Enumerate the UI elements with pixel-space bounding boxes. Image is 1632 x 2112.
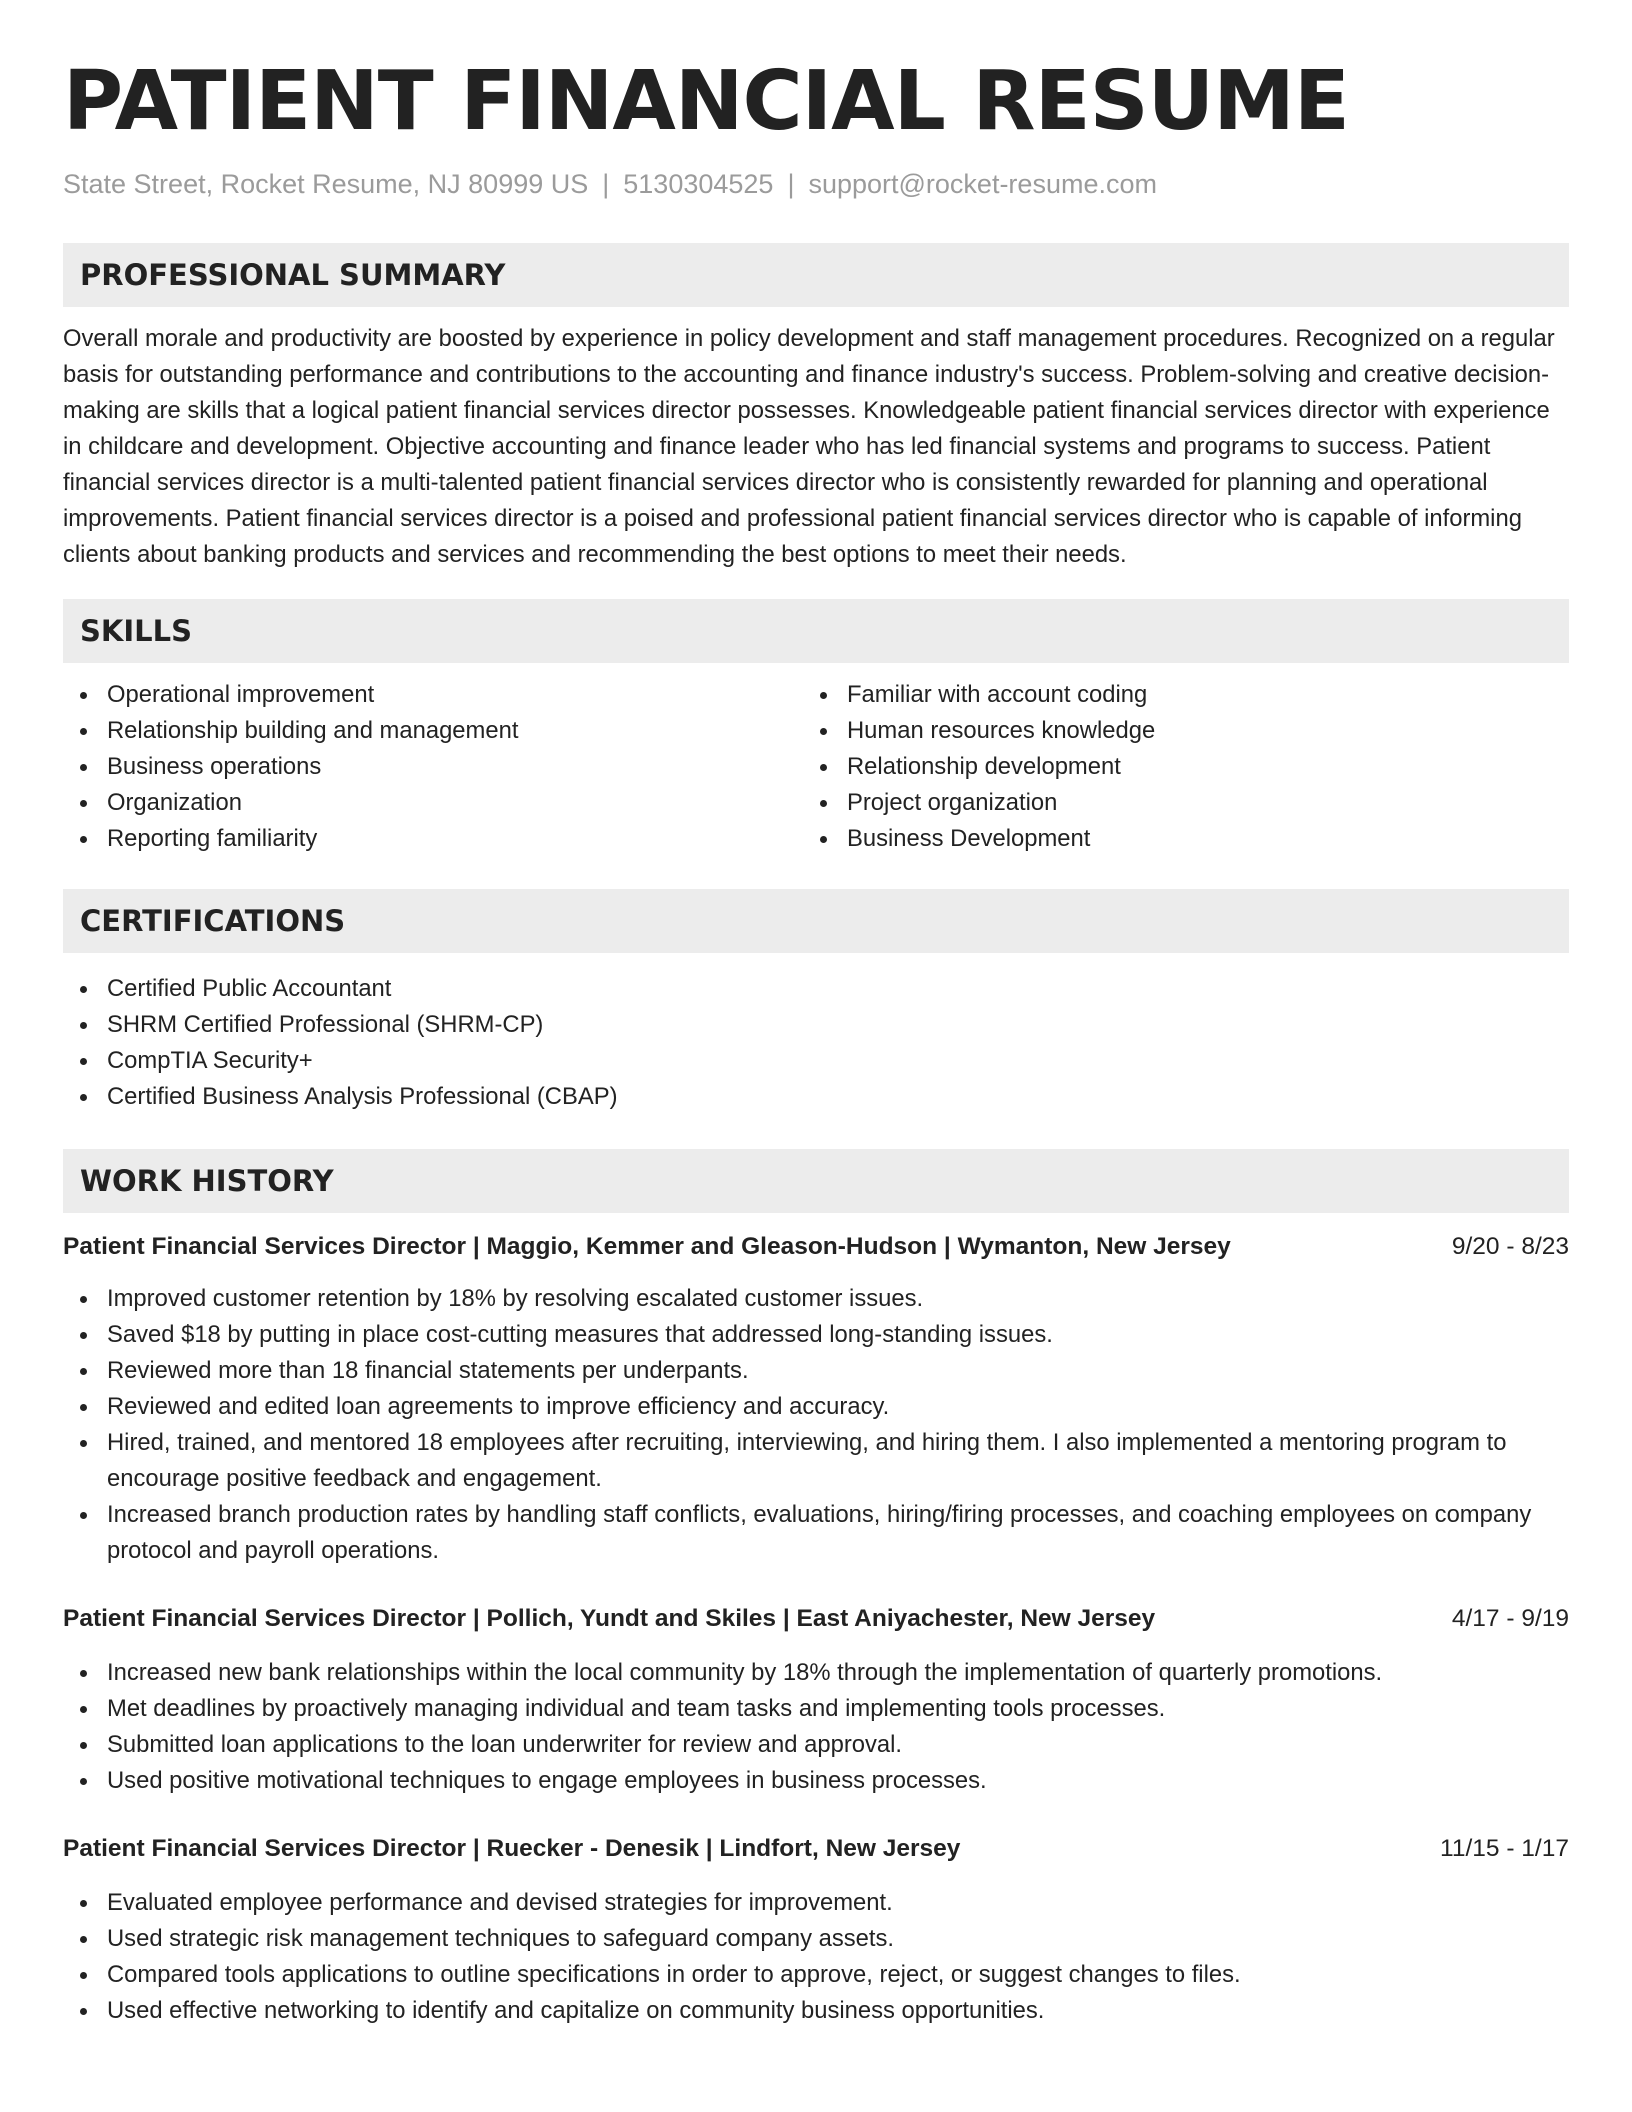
skill-item: Project organization	[803, 785, 1543, 821]
job-entry	[63, 1831, 1569, 2029]
job-bullet: Increased branch production rates by handling staff conflicts, evaluations, hiring/firing processes, and coaching employees on company protocol and payroll operations.	[63, 1497, 1569, 1569]
skill-item: Relationship development	[803, 749, 1543, 785]
skill-item: Reporting familiarity	[63, 821, 803, 857]
skill-item: Organization	[63, 785, 803, 821]
job-bullet: Hired, trained, and mentored 18 employees after recruiting, interviewing, and hiring them. I also implemented a mentoring program to encourage positive feedback and engagement.	[63, 1425, 1569, 1497]
job-bullet: Reviewed more than 18 financial statements per underpants.	[63, 1353, 1569, 1389]
skills-column-left	[63, 677, 803, 857]
summary-text: Overall morale and productivity are boosted by experience in policy development and staff management procedures. Recognized on a regular basis for outstanding performance and contributions to the accounting and finance industry's success. Problem-solving and creative decision-making are skills that a logical patient financial services director possesses. Knowledgeable patient financial services director with experience in childcare and development. Objective accounting and finance leader who has led financial systems and programs to success. Patient financial services director is a multi-talented patient financial services director who is consistently rewarded for planning and operational improvements. Patient financial services director is a poised and professional patient financial services director who is capable of informing clients about banking products and services and recommending the best options to meet their needs.	[63, 325, 1555, 568]
job-bullet: Submitted loan applications to the loan underwriter for review and approval.	[63, 1727, 1569, 1763]
section-heading-skills: SKILLS	[63, 599, 1569, 663]
skills-column-right	[803, 677, 1543, 857]
certification-item: CompTIA Security+	[63, 1043, 1569, 1079]
skill-item: Familiar with account coding	[803, 677, 1543, 713]
job-title: Patient Financial Services Director | Maggio, Kemmer and Gleason-Hudson | Wymanton, New Jersey	[63, 1233, 1231, 1260]
job-bullet: Reviewed and edited loan agreements to improve efficiency and accuracy.	[63, 1389, 1569, 1425]
job-bullet: Met deadlines by proactively managing individual and team tasks and implementing tools processes.	[63, 1691, 1569, 1727]
job-bullet: Increased new bank relationships within the local community by 18% through the implementation of quarterly promotions.	[63, 1655, 1569, 1691]
job-dates: 4/17 - 9/19	[1451, 1605, 1569, 1632]
job-bullets	[63, 1281, 1569, 1569]
job-dates: 11/15 - 1/17	[1440, 1835, 1569, 1862]
job-bullet: Improved customer retention by 18% by resolving escalated customer issues.	[63, 1281, 1569, 1317]
skills-list	[63, 677, 1569, 857]
separator: |	[787, 169, 795, 199]
job-bullets	[63, 1655, 1569, 1799]
phone: 5130304525	[623, 169, 774, 199]
skill-item: Business Development	[803, 821, 1543, 857]
email: support@rocket-resume.com	[808, 169, 1157, 199]
job-entry	[63, 1229, 1569, 1569]
skill-item: Operational improvement	[63, 677, 803, 713]
job-bullet: Saved $18 by putting in place cost-cutting measures that addressed long-standing issues.	[63, 1317, 1569, 1353]
job-header	[63, 1601, 1569, 1637]
job-bullet: Used effective networking to identify and capitalize on community business opportunities.	[63, 1993, 1569, 2029]
certification-item: SHRM Certified Professional (SHRM-CP)	[63, 1007, 1569, 1043]
skill-item: Human resources knowledge	[803, 713, 1543, 749]
contact-line	[63, 166, 1569, 202]
address: State Street, Rocket Resume, NJ 80999 US	[63, 169, 589, 199]
job-bullet: Evaluated employee performance and devised strategies for improvement.	[63, 1885, 1569, 1921]
job-bullet: Compared tools applications to outline specifications in order to approve, reject, or suggest changes to files.	[63, 1957, 1569, 1993]
section-heading-work-history: WORK HISTORY	[63, 1149, 1569, 1213]
job-header	[63, 1229, 1569, 1265]
job-entry	[63, 1601, 1569, 1799]
certification-item: Certified Public Accountant	[63, 971, 1569, 1007]
separator: |	[602, 169, 610, 199]
job-bullet: Used strategic risk management techniques to safeguard company assets.	[63, 1921, 1569, 1957]
skill-item: Relationship building and management	[63, 713, 803, 749]
job-bullets	[63, 1885, 1569, 2029]
resume-title: PATIENT FINANCIAL RESUME	[63, 54, 1349, 149]
job-dates: 9/20 - 8/23	[1451, 1233, 1569, 1260]
job-title: Patient Financial Services Director | Pollich, Yundt and Skiles | East Aniyachester, New Jersey	[63, 1605, 1156, 1632]
job-title: Patient Financial Services Director | Ruecker - Denesik | Lindfort, New Jersey	[63, 1835, 961, 1862]
certification-item: Certified Business Analysis Professional (CBAP)	[63, 1079, 1569, 1115]
section-heading-summary: PROFESSIONAL SUMMARY	[63, 243, 1569, 307]
section-heading-certifications: CERTIFICATIONS	[63, 889, 1569, 953]
job-header	[63, 1831, 1569, 1867]
job-bullet: Used positive motivational techniques to engage employees in business processes.	[63, 1763, 1569, 1799]
certifications-list	[63, 971, 1569, 1115]
skill-item: Business operations	[63, 749, 803, 785]
